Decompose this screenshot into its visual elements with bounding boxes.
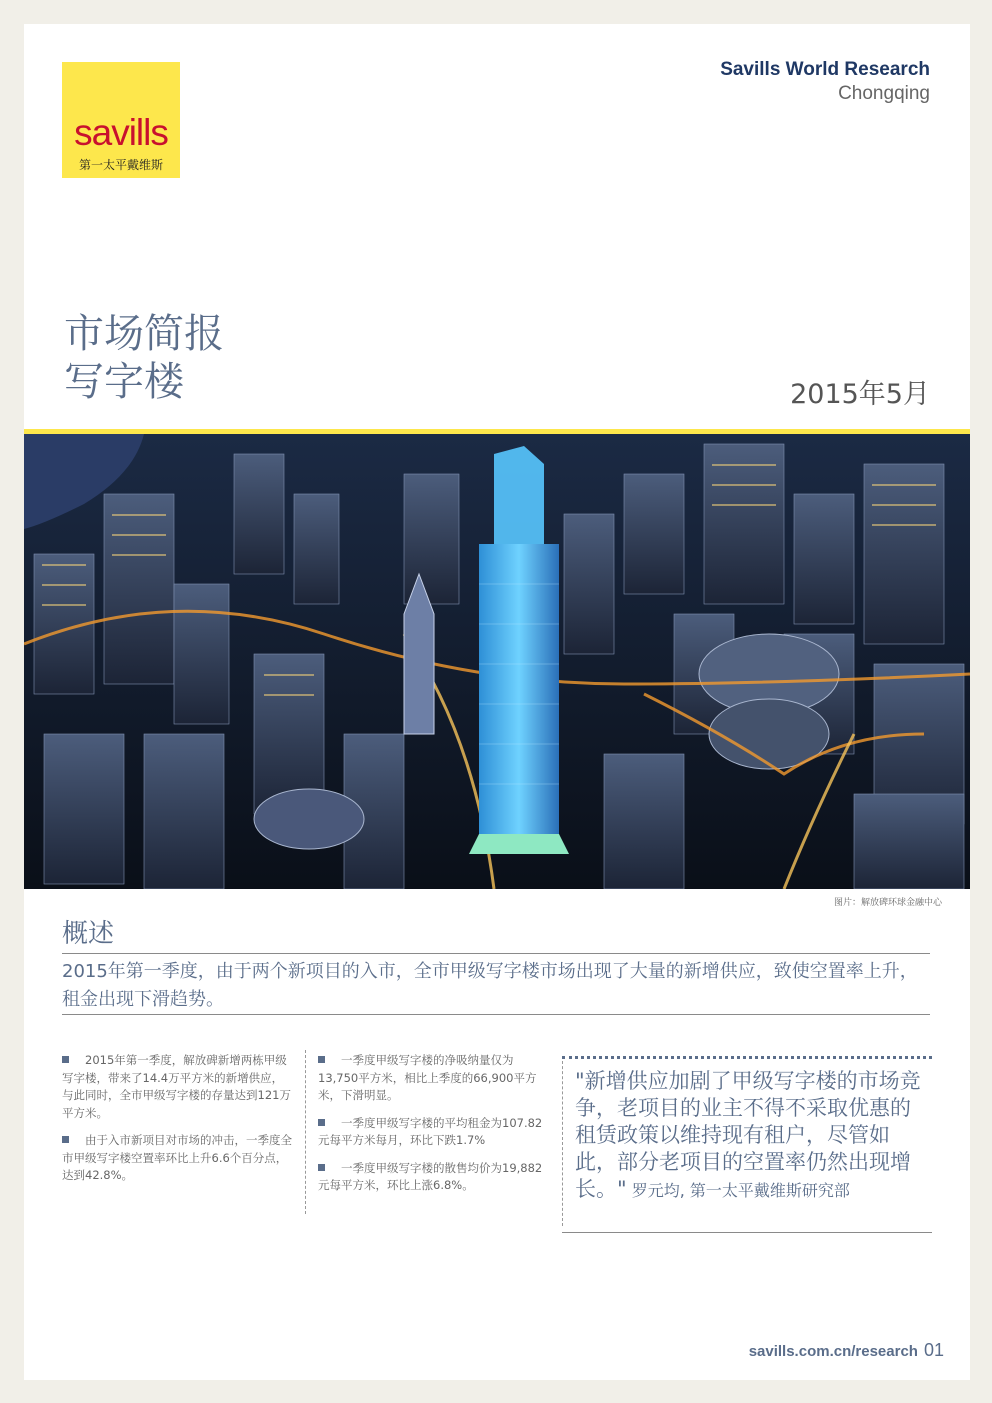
quote-author: 罗元均, 第一太平戴维斯研究部 xyxy=(626,1181,850,1200)
bullet-square-icon xyxy=(318,1056,325,1063)
bullets-column-middle xyxy=(318,1052,550,1205)
photo-caption: 图片：解放碑环球金融中心 xyxy=(833,898,942,908)
logo-wordmark: savills xyxy=(74,112,168,153)
title-line-2: 写字楼 xyxy=(64,359,184,405)
logo-chinese-name: 第一太平戴维斯 xyxy=(78,158,163,172)
summary-text: 2015年第一季度，由于两个新项目的入市，全市甲级写字楼市场出现了大量的新增供应，致使空置率上升，租金出现下滑趋势。 xyxy=(62,961,918,1010)
bullet-item: 一季度甲级写字楼的散售均价为19,882元每平方米，环比上涨6.8%。 xyxy=(318,1160,543,1192)
city-label: Chongqing xyxy=(838,83,930,104)
pull-quote xyxy=(575,1068,930,1204)
quote-divider xyxy=(562,1056,563,1226)
bullet-item: 一季度甲级写字楼的平均租金为107.82元每平方米每月，环比下跌1.7% xyxy=(318,1115,543,1147)
savills-logo[interactable] xyxy=(62,62,180,178)
bullets-column-left xyxy=(62,1052,294,1195)
footer-link[interactable]: savills.com.cn/research xyxy=(748,1343,918,1360)
footer xyxy=(749,1340,944,1361)
publication-header xyxy=(720,58,930,106)
bullet-item: 一季度甲级写字楼的净吸纳量仅为13,750平方米，相比上季度的66,900平方米，下滑明显。 xyxy=(318,1053,537,1102)
title-line-1: 市场简报 xyxy=(64,311,224,357)
page-number: 01 xyxy=(923,1340,944,1360)
bullet-item: 2015年第一季度，解放碑新增两栋甲级写字楼，带来了14.4万平方米的新增供应，与此同时，全市甲级写字楼的存量达到121万平方米。 xyxy=(62,1053,291,1120)
bullet-square-icon xyxy=(62,1136,69,1143)
column-divider xyxy=(305,1050,306,1214)
research-label: Savills World Research xyxy=(720,59,930,80)
quote-bottom-rule xyxy=(562,1232,932,1233)
bullet-square-icon xyxy=(318,1164,325,1171)
bullet-square-icon xyxy=(318,1119,325,1126)
heading-rule xyxy=(62,953,930,954)
quote-top-dots xyxy=(562,1056,932,1059)
skyline-illustration xyxy=(24,434,970,889)
section-heading: 概述 xyxy=(62,919,115,949)
bullet-square-icon xyxy=(62,1056,69,1063)
quote-text: "新增供应加剧了甲级写字楼的市场竞争，老项目的业主不得不采取优惠的租赁政策以维持现有租户，尽管如此，部分老项目的空置率仍然出现增长。" xyxy=(575,1069,921,1201)
report-title xyxy=(64,310,224,406)
summary-rule xyxy=(62,1014,930,1015)
city-night-photo xyxy=(24,434,970,889)
bullet-item: 由于入市新项目对市场的冲击，一季度全市甲级写字楼空置率环比上升6.6个百分点，达到42.8%。 xyxy=(62,1133,292,1182)
report-date: 2015年5月 xyxy=(790,379,930,410)
